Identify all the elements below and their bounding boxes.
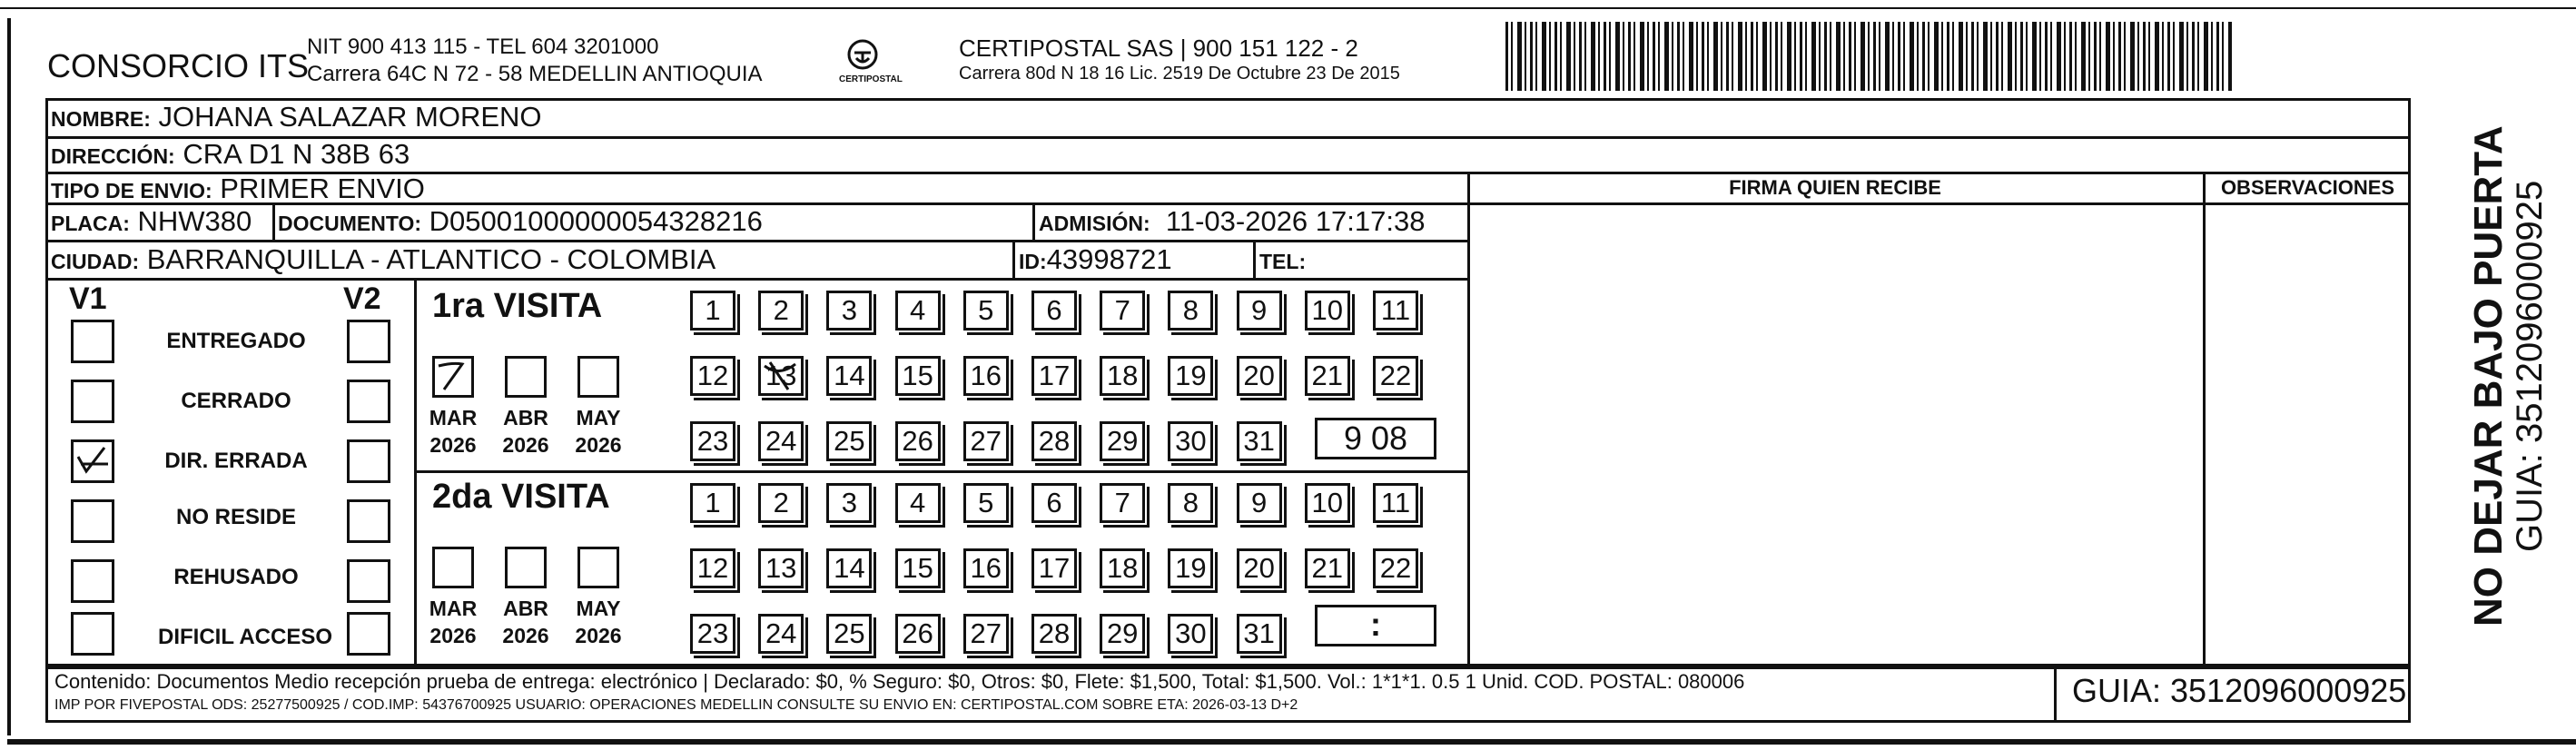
logo-caption: CERTIPOSTAL: [839, 74, 903, 84]
tel-cell: TEL:: [1259, 250, 1307, 273]
second-visit-label: 2da VISITA: [432, 478, 610, 516]
first-visit-day-31[interactable]: 31: [1237, 421, 1282, 461]
second-visit-day-26[interactable]: 26: [895, 614, 941, 654]
status-entregado: ENTREGADO: [166, 329, 306, 353]
v1-checkbox-dir-errada[interactable]: [71, 439, 114, 483]
city-value: BARRANQUILLA - ATLANTICO - COLOMBIA: [146, 243, 716, 275]
id-cell: ID:43998721: [1019, 243, 1172, 275]
signature-header: FIRMA QUIEN RECIBE: [1729, 176, 1941, 199]
city-cell: CIUDAD: BARRANQUILLA - ATLANTICO - COLOMBIA: [51, 243, 716, 275]
v1-checkbox-dificil-acceso[interactable]: [71, 612, 114, 656]
v1-checkbox-rehusado[interactable]: [71, 559, 114, 603]
first-year-label: 2026: [429, 433, 477, 457]
v1-checkbox-no-reside[interactable]: [71, 499, 114, 543]
company-name: CONSORCIO ITS: [47, 47, 310, 84]
first-visit-day-9[interactable]: 9: [1237, 291, 1282, 331]
second-visit-time[interactable]: :: [1315, 605, 1436, 646]
second-visit-day-27[interactable]: 27: [963, 614, 1009, 654]
first-visit-day-26[interactable]: 26: [895, 421, 941, 461]
address-row: DIRECCIÓN: CRA D1 N 38B 63: [51, 138, 410, 170]
footer-contents: Contenido: Documentos Medio recepción prueba de entrega: electrónico | Declarado: $0, % Seguro: $0, Otros: $0, Flete: $1,500, Total: $1,500. Vol.: 1*1*1. 0.5 1 Unid. COD. POSTAL: 080006: [54, 670, 1745, 693]
status-no-reside: NO RESIDE: [175, 505, 297, 529]
status-dir-errada: DIR. ERRADA: [164, 449, 308, 473]
second-visit-day-18[interactable]: 18: [1100, 548, 1145, 588]
v1-checkbox-entregado[interactable]: [71, 320, 114, 363]
recipient-address: CRA D1 N 38B 63: [183, 138, 410, 170]
second-visit-day-31[interactable]: 31: [1237, 614, 1282, 654]
recipient-name: JOHANA SALAZAR MORENO: [158, 101, 542, 133]
document-value: D05001000000054328216: [429, 205, 763, 237]
second-visit-day-8[interactable]: 8: [1168, 483, 1213, 523]
first-visit-day-30[interactable]: 30: [1168, 421, 1213, 461]
second-visit-day-19[interactable]: 19: [1168, 548, 1213, 588]
certipostal-logo-icon: [843, 38, 883, 78]
second-visit-day-4[interactable]: 4: [895, 483, 941, 523]
second-visit-day-5[interactable]: 5: [963, 483, 1009, 523]
barcode: [1505, 22, 2232, 91]
first-visit-month-mar[interactable]: [432, 356, 474, 398]
plate-value: NHW380: [137, 205, 252, 237]
first-visit-day-2[interactable]: 2: [758, 291, 804, 331]
second-visit-day-2[interactable]: 2: [758, 483, 804, 523]
first-month-label-abr: ABR: [503, 406, 548, 429]
second-visit-day-25[interactable]: 25: [826, 614, 872, 654]
id-value: 43998721: [1046, 243, 1172, 275]
first-visit-day-1[interactable]: 1: [690, 291, 735, 331]
first-visit-day-16[interactable]: 16: [963, 356, 1009, 396]
first-month-label-mar: MAR: [429, 406, 478, 429]
first-visit-day-11[interactable]: 11: [1373, 291, 1418, 331]
first-visit-label: 1ra VISITA: [432, 287, 603, 325]
second-visit-day-29[interactable]: 29: [1100, 614, 1145, 654]
v1-label: V1: [69, 281, 107, 316]
second-visit-day-12[interactable]: 12: [690, 548, 735, 588]
second-month-label-may: MAY: [576, 597, 621, 620]
second-visit-day-13[interactable]: 13: [758, 548, 804, 588]
v2-checkbox-entregado[interactable]: [347, 320, 390, 363]
plate-cell: PLACA: NHW380: [51, 205, 252, 237]
first-visit-month-abr[interactable]: [505, 356, 547, 398]
v2-checkbox-no-reside[interactable]: [347, 499, 390, 543]
bottom-edge: [7, 739, 2576, 745]
first-visit-day-23[interactable]: 23: [690, 421, 735, 461]
first-visit-day-28[interactable]: 28: [1031, 421, 1077, 461]
second-visit-day-7[interactable]: 7: [1100, 483, 1145, 523]
first-visit-day-4[interactable]: 4: [895, 291, 941, 331]
first-visit-day-22[interactable]: 22: [1373, 356, 1418, 396]
second-month-label-abr: ABR: [503, 597, 548, 620]
second-visit-month-mar[interactable]: [432, 547, 474, 588]
footer-print-info: IMP POR FIVEPOSTAL ODS: 25277500925 / COD.IMP: 54376700925 USUARIO: OPERACIONES MEDELLIN CONSULTE SU ENVIO EN: CERTIPOSTAL.COM SOBRE ETA: 2026-03-13 D+2: [54, 697, 1298, 713]
first-visit-month-may[interactable]: [577, 356, 619, 398]
first-visit-day-29[interactable]: 29: [1100, 421, 1145, 461]
first-visit-day-7[interactable]: 7: [1100, 291, 1145, 331]
second-visit-day-17[interactable]: 17: [1031, 548, 1077, 588]
v2-checkbox-dir-errada[interactable]: [347, 439, 390, 483]
top-edge: [0, 7, 2576, 9]
shipment-type-row: TIPO DE ENVIO: PRIMER ENVIO: [51, 173, 425, 204]
first-visit-day-12[interactable]: 12: [690, 356, 735, 396]
admission-cell: ADMISIÓN: 11-03-2026 17:17:38: [1039, 205, 1426, 237]
first-visit-day-8[interactable]: 8: [1168, 291, 1213, 331]
second-visit-day-15[interactable]: 15: [895, 548, 941, 588]
no-dejar-bajo-puerta: NO DEJAR BAJO PUERTA: [2466, 125, 2511, 627]
first-visit-day-10[interactable]: 10: [1305, 291, 1350, 331]
first-visit-day-18[interactable]: 18: [1100, 356, 1145, 396]
second-visit-day-24[interactable]: 24: [758, 614, 804, 654]
second-visit-day-23[interactable]: 23: [690, 614, 735, 654]
second-visit-month-abr[interactable]: [505, 547, 547, 588]
second-visit-day-21[interactable]: 21: [1305, 548, 1350, 588]
v2-checkbox-cerrado[interactable]: [347, 380, 390, 423]
company-address: Carrera 64C N 72 - 58 MEDELLIN ANTIOQUIA: [307, 62, 763, 86]
second-year-label: 2026: [575, 624, 622, 647]
status-rehusado: REHUSADO: [173, 565, 299, 589]
admission-value: 11-03-2026 17:17:38: [1165, 205, 1426, 237]
second-visit-day-3[interactable]: 3: [826, 483, 872, 523]
first-visit-day-15[interactable]: 15: [895, 356, 941, 396]
second-visit-day-9[interactable]: 9: [1237, 483, 1282, 523]
first-visit-day-20[interactable]: 20: [1237, 356, 1282, 396]
footer-guide: GUIA: 3512096000925: [2072, 672, 2407, 709]
status-dificil-acceso: DIFICIL ACCESO: [157, 625, 332, 649]
v1-checkbox-cerrado[interactable]: [71, 380, 114, 423]
first-visit-day-13[interactable]: 13: [758, 356, 804, 396]
first-visit-day-5[interactable]: 5: [963, 291, 1009, 331]
v2-checkbox-rehusado[interactable]: [347, 559, 390, 603]
handwritten-mark-icon: [761, 359, 801, 393]
second-visit-day-28[interactable]: 28: [1031, 614, 1077, 654]
first-visit-day-17[interactable]: 17: [1031, 356, 1077, 396]
second-visit-day-20[interactable]: 20: [1237, 548, 1282, 588]
second-visit-day-14[interactable]: 14: [826, 548, 872, 588]
carrier-address: Carrera 80d N 18 16 Lic. 2519 De Octubre 23 De 2015: [959, 64, 1400, 84]
second-visit-day-16[interactable]: 16: [963, 548, 1009, 588]
first-month-label-may: MAY: [576, 406, 621, 429]
second-visit-day-1[interactable]: 1: [690, 483, 735, 523]
first-year-label: 2026: [575, 433, 622, 457]
second-visit-month-may[interactable]: [577, 547, 619, 588]
second-year-label: 2026: [502, 624, 549, 647]
second-visit-day-6[interactable]: 6: [1031, 483, 1077, 523]
first-visit-day-21[interactable]: 21: [1305, 356, 1350, 396]
carrier-nit: CERTIPOSTAL SAS | 900 151 122 - 2: [959, 35, 1358, 62]
first-visit-day-27[interactable]: 27: [963, 421, 1009, 461]
first-visit-day-3[interactable]: 3: [826, 291, 872, 331]
status-cerrado: CERRADO: [181, 389, 291, 413]
second-visit-day-11[interactable]: 11: [1373, 483, 1418, 523]
first-visit-day-6[interactable]: 6: [1031, 291, 1077, 331]
observations-header: OBSERVACIONES: [2220, 176, 2395, 199]
company-nit: NIT 900 413 115 - TEL 604 3201000: [307, 35, 659, 59]
first-visit-day-14[interactable]: 14: [826, 356, 872, 396]
side-guide: GUIA: 3512096000925: [2510, 180, 2550, 552]
second-visit-day-22[interactable]: 22: [1373, 548, 1418, 588]
second-visit-day-30[interactable]: 30: [1168, 614, 1213, 654]
document-cell: DOCUMENTO: D05001000000054328216: [278, 205, 763, 237]
second-visit-day-10[interactable]: 10: [1305, 483, 1350, 523]
second-month-label-mar: MAR: [429, 597, 478, 620]
first-visit-day-19[interactable]: 19: [1168, 356, 1213, 396]
name-row: NOMBRE: JOHANA SALAZAR MORENO: [51, 101, 542, 133]
shipment-type: PRIMER ENVIO: [220, 173, 425, 204]
v2-label: V2: [343, 281, 381, 316]
first-visit-time[interactable]: 9 08: [1315, 418, 1436, 459]
left-edge: [7, 18, 11, 735]
first-visit-day-25[interactable]: 25: [826, 421, 872, 461]
second-year-label: 2026: [429, 624, 477, 647]
first-year-label: 2026: [502, 433, 549, 457]
first-visit-day-24[interactable]: 24: [758, 421, 804, 461]
